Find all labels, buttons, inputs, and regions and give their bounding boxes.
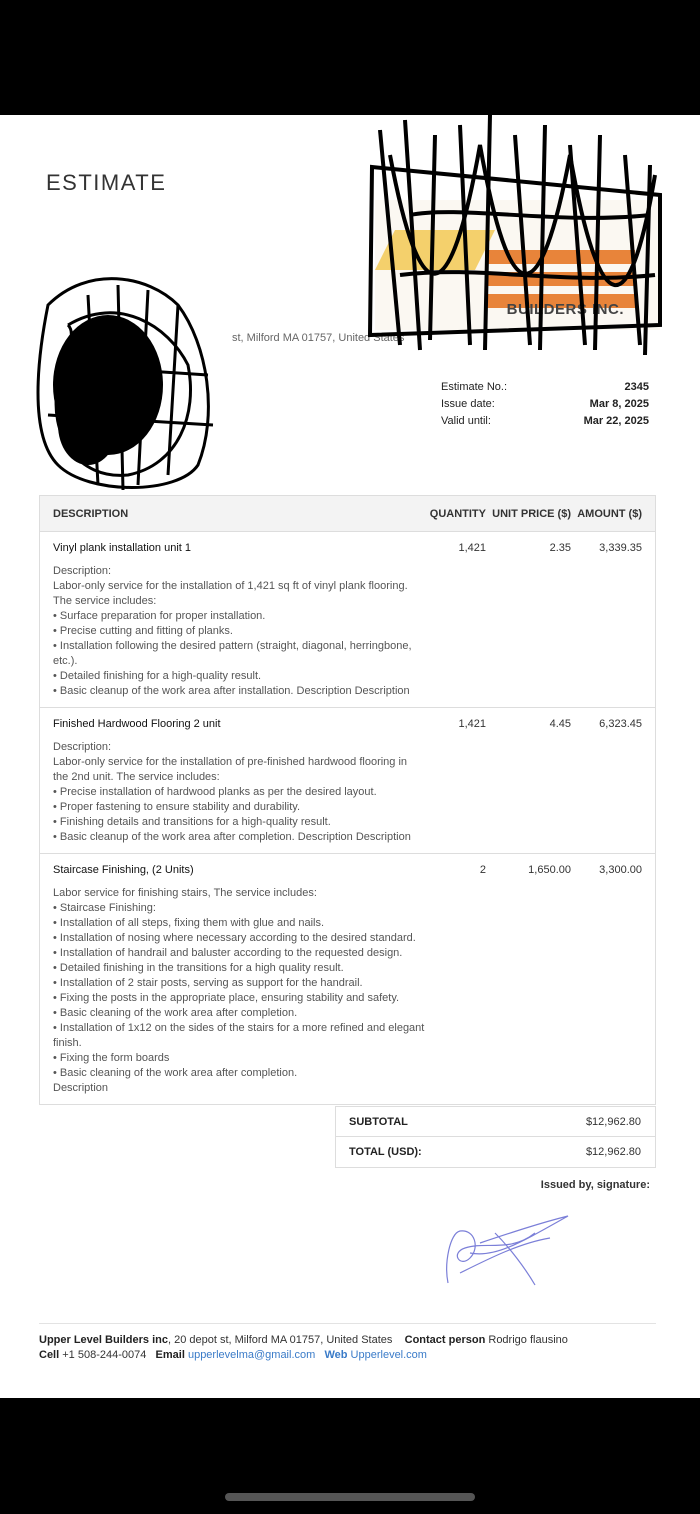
description-line: • Basic cleanup of the work area after completion. Description Description [53,831,411,843]
logo-text: BUILDERS INC. [506,301,624,318]
description-line: • Fixing the form boards [53,1052,170,1064]
description-line: • Detailed finishing in the transitions for a high quality result. [53,962,344,974]
item-quantity: 1,421 [458,542,486,554]
footer-contact-label: Contact person [404,1334,486,1346]
footer-email-link[interactable]: upperlevelma@gmail.com [187,1349,316,1361]
item-description [40,730,425,845]
footer-web-label: Web [324,1349,348,1361]
description-line: • Proper fastening to ensure stability and durability. [53,801,301,813]
redaction-scribble-right [360,115,670,360]
item-name: Finished Hardwood Flooring 2 unit [53,718,221,730]
document-title: ESTIMATE [46,170,167,195]
item-quantity: 1,421 [458,718,486,730]
item-description [40,554,425,699]
header-amount: AMOUNT ($) [577,507,642,520]
header-quantity: QUANTITY [429,507,486,520]
footer [39,1333,659,1363]
footer-cell-value: +1 508-244-0074 [62,1349,147,1361]
estimate-meta [441,379,649,430]
description-line: • Detailed finishing for a high-quality result. [53,670,262,682]
item-unit-price: 1,650.00 [528,864,571,876]
top-black-bar [0,0,700,115]
item-amount: 3,300.00 [599,864,642,876]
description-line: • Precise installation of hardwood planks as per the desired layout. [53,786,377,798]
description-line: • Installation of 1x12 on the sides of the stairs for a more refined and elegant finish. [53,1022,425,1049]
description-line: Description [53,1082,109,1094]
description-line: • Installation of nosing where necessary according to the desired standard. [53,932,416,944]
signature-image [440,1213,575,1293]
estimate-document [0,115,700,1398]
description-line: Description: [53,741,112,753]
description-line: • Installation of handrail and baluster according to the requested design. [53,947,403,959]
footer-web-link[interactable]: Upperlevel.com [350,1349,427,1361]
footer-address: , 20 depot st, Milford MA 01757, United States [167,1334,393,1346]
description-line: • Installation following the desired pattern (straight, diagonal, herringbone, etc.). [53,640,412,667]
row-summary [40,864,655,876]
footer-line-2 [39,1348,659,1363]
footer-company: Upper Level Builders inc [39,1334,168,1346]
description-line: Labor-only service for the installation of pre-finished hardwood flooring in the 2nd unit. The service includes: [53,756,408,783]
total-row: TOTAL (USD): $12,962.80 [349,1146,641,1158]
table-row [40,532,655,708]
table-row [40,854,655,1104]
item-description [40,876,425,1096]
item-quantity: 2 [479,864,486,876]
footer-cell-label: Cell [39,1349,60,1361]
header-unit-price: UNIT PRICE ($) [492,507,571,520]
meta-estimate-no: Estimate No.: 2345 [441,381,649,393]
footer-email-label: Email [155,1349,185,1361]
redaction-scribble-left [28,265,228,495]
meta-issue-date: Issue date: Mar 8, 2025 [441,398,649,410]
description-line: Labor service for finishing stairs, The service includes: [53,887,317,899]
row-summary [40,718,655,730]
item-amount: 3,339.35 [599,542,642,554]
description-line: • Basic cleaning of the work area after completion. [53,1007,298,1019]
header-description: DESCRIPTION [53,507,129,520]
sender-address: st, Milford MA 01757, United States [232,332,405,344]
description-line: • Finishing details and transitions for a high-quality result. [53,816,331,828]
item-name: Staircase Finishing, (2 Units) [53,864,194,876]
item-name: Vinyl plank installation unit 1 [53,542,191,554]
description-line: • Basic cleanup of the work area after installation. Description Description [53,685,410,697]
description-line: Description: [53,565,112,577]
description-line: • Fixing the posts in the appropriate place, ensuring stability and safety. [53,992,400,1004]
description-line: • Surface preparation for proper installation. [53,610,266,622]
totals-box [335,1106,656,1168]
subtotal-row: SUBTOTAL $12,962.80 [336,1107,655,1137]
issued-by-label: Issued by, signature: [540,1179,650,1191]
table-header [40,496,655,532]
home-indicator[interactable] [225,1493,475,1501]
description-line: Labor-only service for the installation of 1,421 sq ft of vinyl plank flooring. The service includes: [53,580,408,607]
footer-divider [39,1323,656,1324]
row-summary [40,542,655,554]
table-row [40,708,655,854]
meta-valid-until: Valid until: Mar 22, 2025 [441,415,649,427]
description-line: • Installation of all steps, fixing them with glue and nails. [53,917,325,929]
description-line: • Basic cleaning of the work area after completion. [53,1067,298,1079]
item-amount: 6,323.45 [599,718,642,730]
footer-contact-name: Rodrigo flausino [488,1334,568,1346]
item-unit-price: 4.45 [549,718,571,730]
line-items-table [39,495,656,1105]
footer-line-1 [39,1333,659,1348]
description-line: • Staircase Finishing: [53,902,156,914]
item-unit-price: 2.35 [549,542,571,554]
description-line: • Installation of 2 stair posts, serving as support for the handrail. [53,977,363,989]
description-line: • Precise cutting and fitting of planks. [53,625,233,637]
